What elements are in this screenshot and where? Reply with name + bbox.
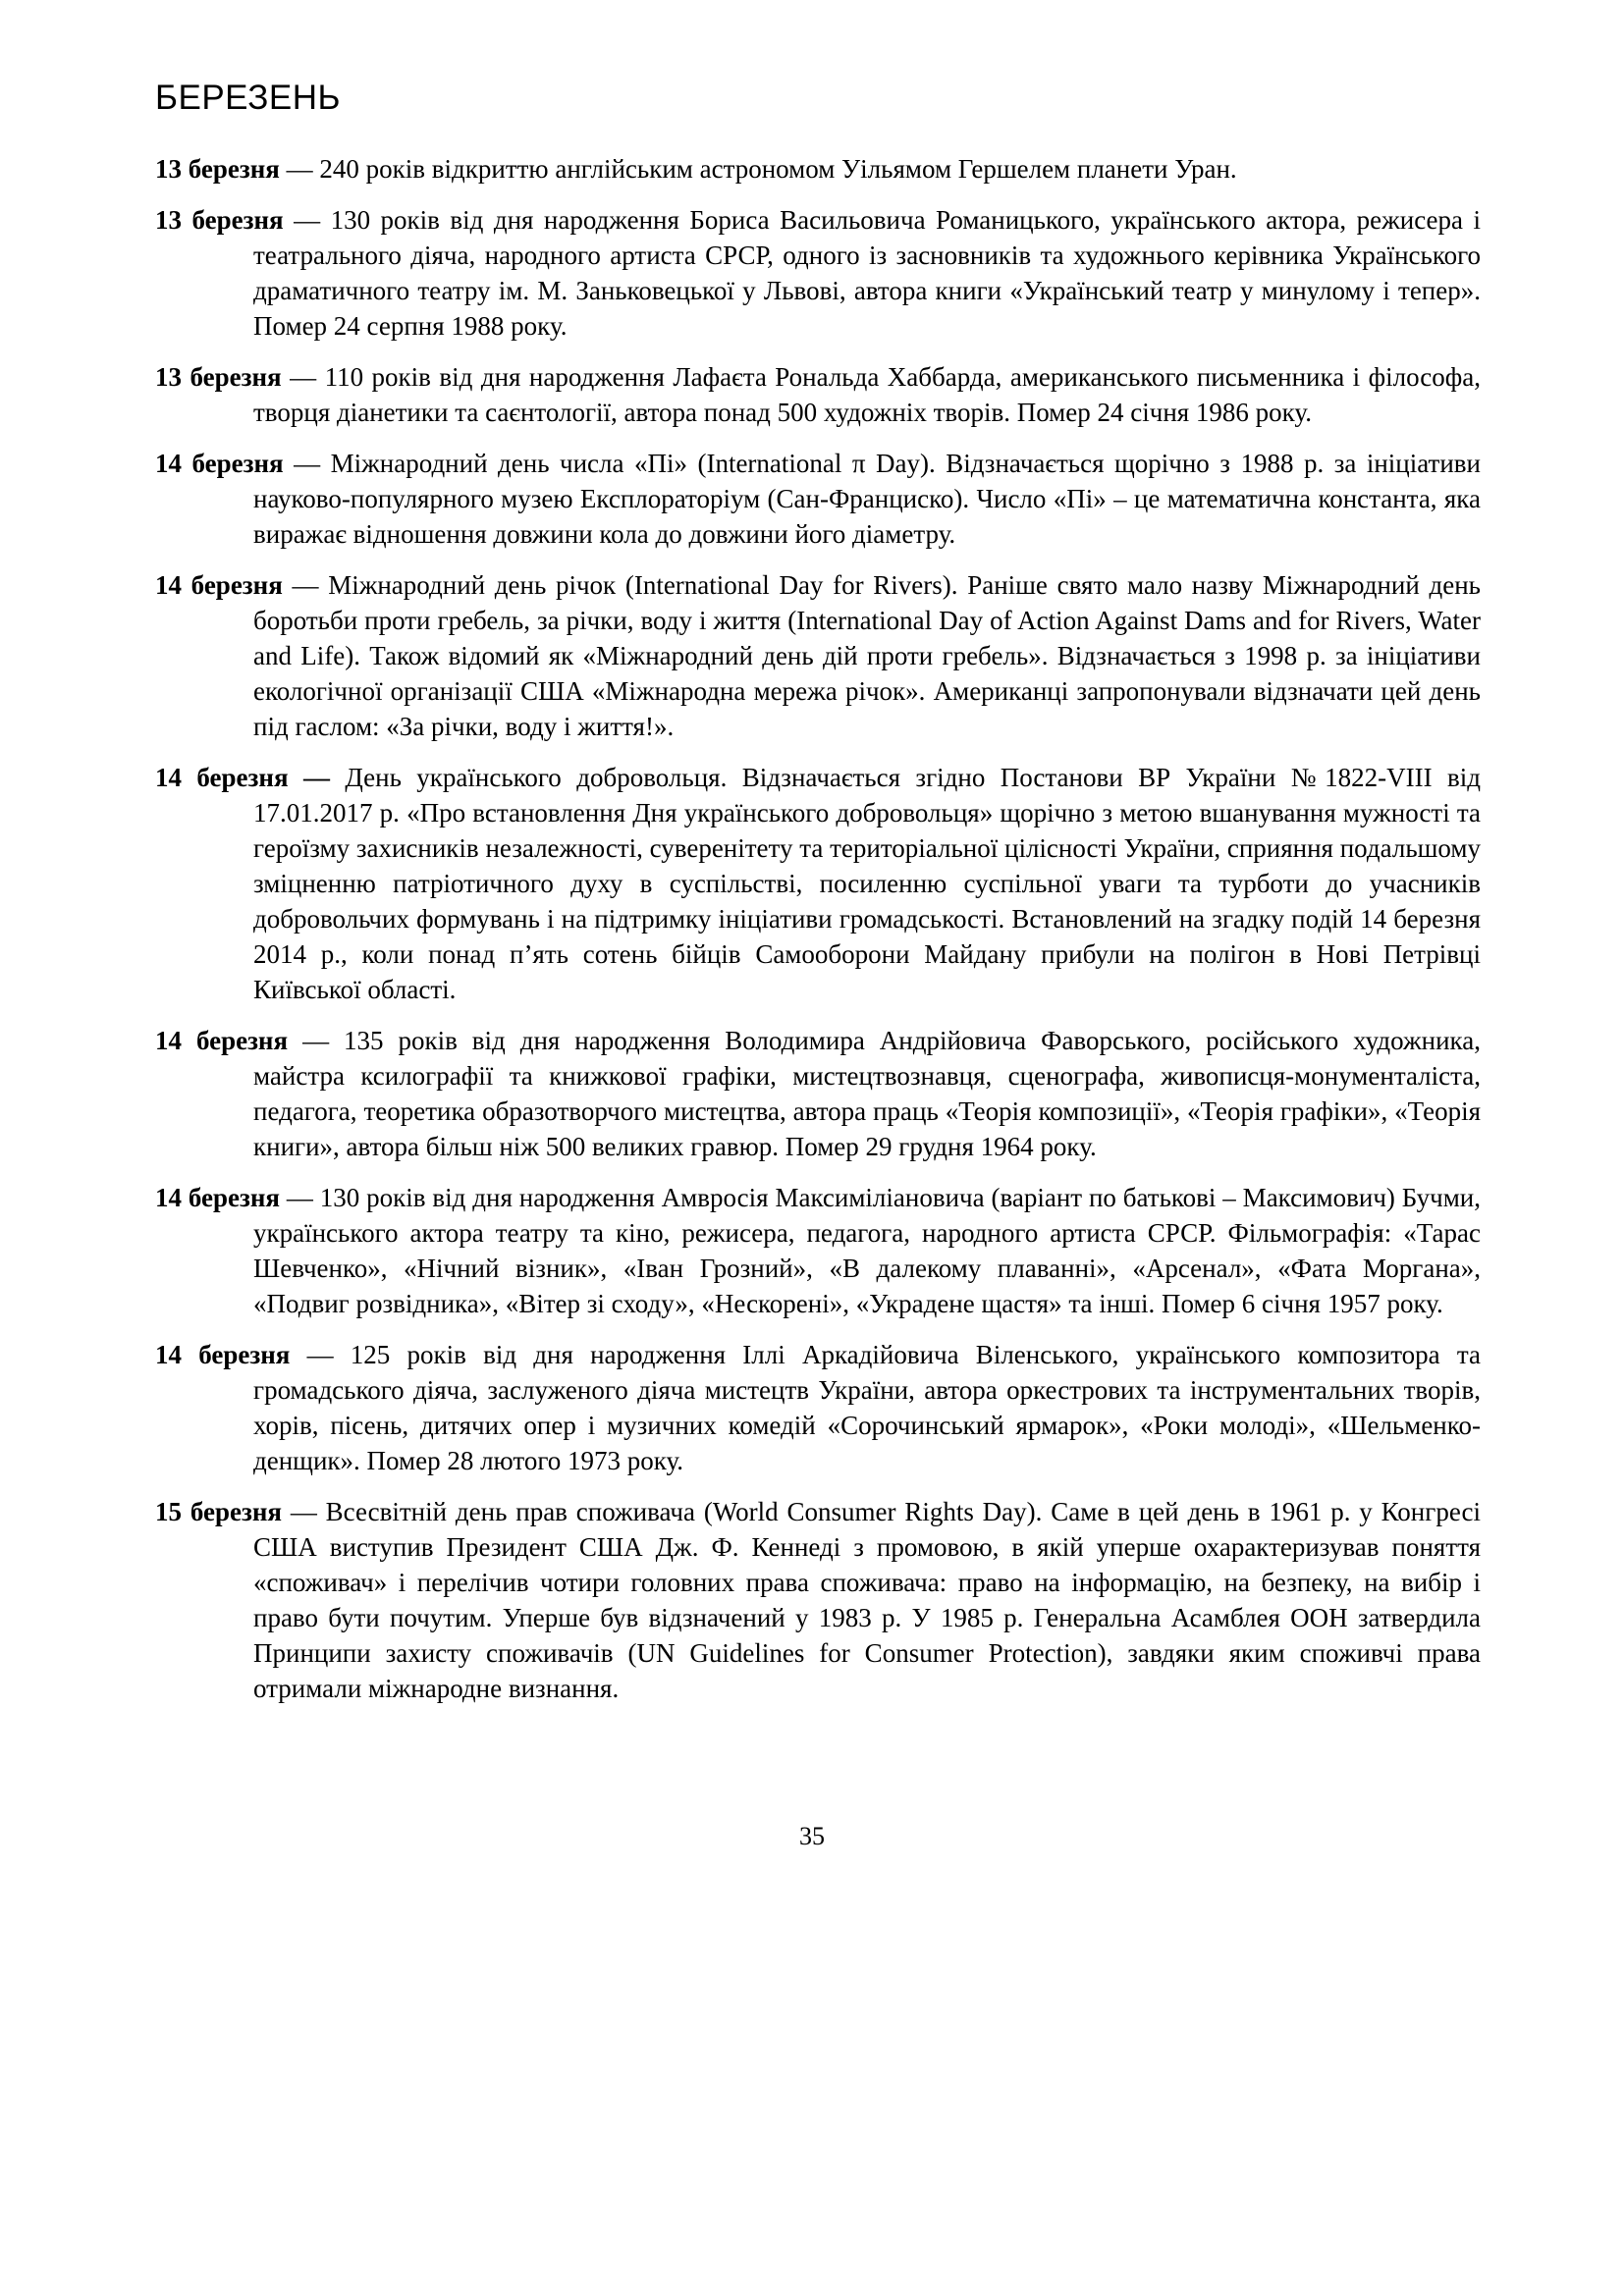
- entry-date: 14 березня —: [155, 763, 330, 792]
- entry-date: 14 березня: [155, 1340, 291, 1369]
- entry-text: — 110 років від дня народження Лафаєта Рональда Хаббарда, американського письменника і філософа, творця діанетики та саєнтології, автора понад 500 художніх творів. Помер 24 січня 1986 року.: [253, 362, 1481, 427]
- entry-date: 14 березня: [155, 570, 283, 600]
- entry-text: — 125 років від дня народження Іллі Аркадійовича Віленського, українського композитора та громадського діяча, заслуженого діяча мистецтв України, автора оркестрових та інструментальних творів, хорів, пісень, дитячих опер і музичних комедій «Сорочинський ярмарок», «Роки молоді», «Шельменко-денщик». Помер 28 лютого 1973 року.: [253, 1340, 1481, 1475]
- entry-text: — Всесвітній день прав споживача (World Consumer Rights Day). Саме в цей день в 1961 р. у Конгресі США виступив Президент США Дж. Ф. Кеннеді з промовою, в якій уперше охарактеризував поняття «споживач» і перелічив чотири головних права споживача: право на інформацію, на безпеку, на вибір і право бути почутим. Уперше був відзначений у 1983 р. У 1985 р. Генеральна Асамблея ООН затвердила Принципи захисту споживачів (UN Guidelines for Consumer Protection), завдяки яким споживчі права отримали міжнародне визнання.: [253, 1497, 1481, 1703]
- entry-item: [155, 1337, 1481, 1478]
- entry-date: 13 березня: [155, 362, 282, 392]
- entry-item: [155, 202, 1481, 344]
- entry-date: 14 березня: [155, 1183, 281, 1212]
- entry-text: — 130 років від дня народження Бориса Васильовича Романицького, українського актора, режисера і театрального діяча, народного артиста СРСР, одного із засновників та художнього керівника Українського драматичного театру ім. М. Заньковецької у Львові, автора книги «Український театр у минулому і тепер». Помер 24 серпня 1988 року.: [253, 205, 1481, 341]
- entry-date: 14 березня: [155, 1026, 289, 1055]
- page-number: 35: [799, 1822, 825, 1850]
- entry-text: — 130 років від дня народження Амвросія Максиміліановича (варіант по батькові – Максимович) Бучми, українського актора театру та кіно, режисера, педагога, народного артиста СРСР. Фільмографія: «Тарас Шевченко», «Нічний візник», «Іван Грозний», «В далекому плаванні», «Арсенал», «Фата Моргана», «Подвиг розвідника», «Вітер зі сходу», «Нескорені», «Украдене щастя» та інші. Помер 6 січня 1957 року.: [253, 1183, 1481, 1318]
- entry-text: День українського добровольця. Відзначається згідно Постанови ВР України №1822-VIII від 17.01.2017 р. «Про встановлення Дня українського добровольця» щорічно з метою вшанування мужності та героїзму захисників незалежності, суверенітету та територіальної цілісності України, сприяння подальшому зміцненню патріотичного духу в суспільстві, посиленню суспільної уваги та турботи до учасників добровольчих формувань і на підтримку ініціативи громадськості. Встановлений на згадку подій 14 березня 2014 р., коли понад п’ять сотень бійців Самооборони Майдану прибули на полігон в Нові Петрівці Київської області.: [253, 763, 1481, 1004]
- entry-item: [155, 446, 1481, 552]
- entry-item: [155, 567, 1481, 744]
- entry-item: [155, 1023, 1481, 1164]
- entry-text: — Міжнародний день числа «Пі» (International π Day). Відзначається щорічно з 1988 р. за ініціативи науково-популярного музею Експлораторіум (Сан-Франциско). Число «Пі» – це математична константа, яка виражає відношення довжини кола до довжини його діаметру.: [253, 449, 1481, 549]
- entry-item: [155, 1494, 1481, 1706]
- entry-date: 15 березня: [155, 1497, 282, 1526]
- entry-item: [155, 760, 1481, 1007]
- entry-date: 13 березня: [155, 154, 280, 184]
- entry-date: 13 березня: [155, 205, 284, 235]
- entry-date: 14 березня: [155, 449, 284, 478]
- entry-text: — 240 років відкриттю англійським астрономом Уільямом Гершелем планети Уран.: [279, 154, 1237, 184]
- entry-item: [155, 1180, 1481, 1321]
- entry-item: [155, 151, 1481, 187]
- entries-list: [155, 151, 1481, 1722]
- entry-item: [155, 359, 1481, 430]
- entry-text: — 135 років від дня народження Володимира Андрійовича Фаворського, російського художника, майстра ксилографії та книжкової графіки, мистецтвознавця, сценографа, живописця-монументаліста, педагога, теоретика образотворчого мистецтва, автора праць «Теорія композиції», «Теорія графіки», «Теорія книги», автора більш ніж 500 великих гравюр. Помер 29 грудня 1964 року.: [253, 1026, 1481, 1161]
- entry-text: — Міжнародний день річок (International Day for Rivers). Раніше свято мало назву Міжнародний день боротьби проти гребель, за річки, воду і життя (International Day of Action Against Dams and for Rivers, Water and Life). Також відомий як «Міжнародний день дій проти гребель». Відзначається з 1998 р. за ініціативи екологічної організації США «Міжнародна мережа річок». Американці запропонували відзначати цей день під гаслом: «За річки, воду і життя!».: [253, 570, 1481, 741]
- page-heading: БЕРЕЗЕНЬ: [155, 79, 341, 117]
